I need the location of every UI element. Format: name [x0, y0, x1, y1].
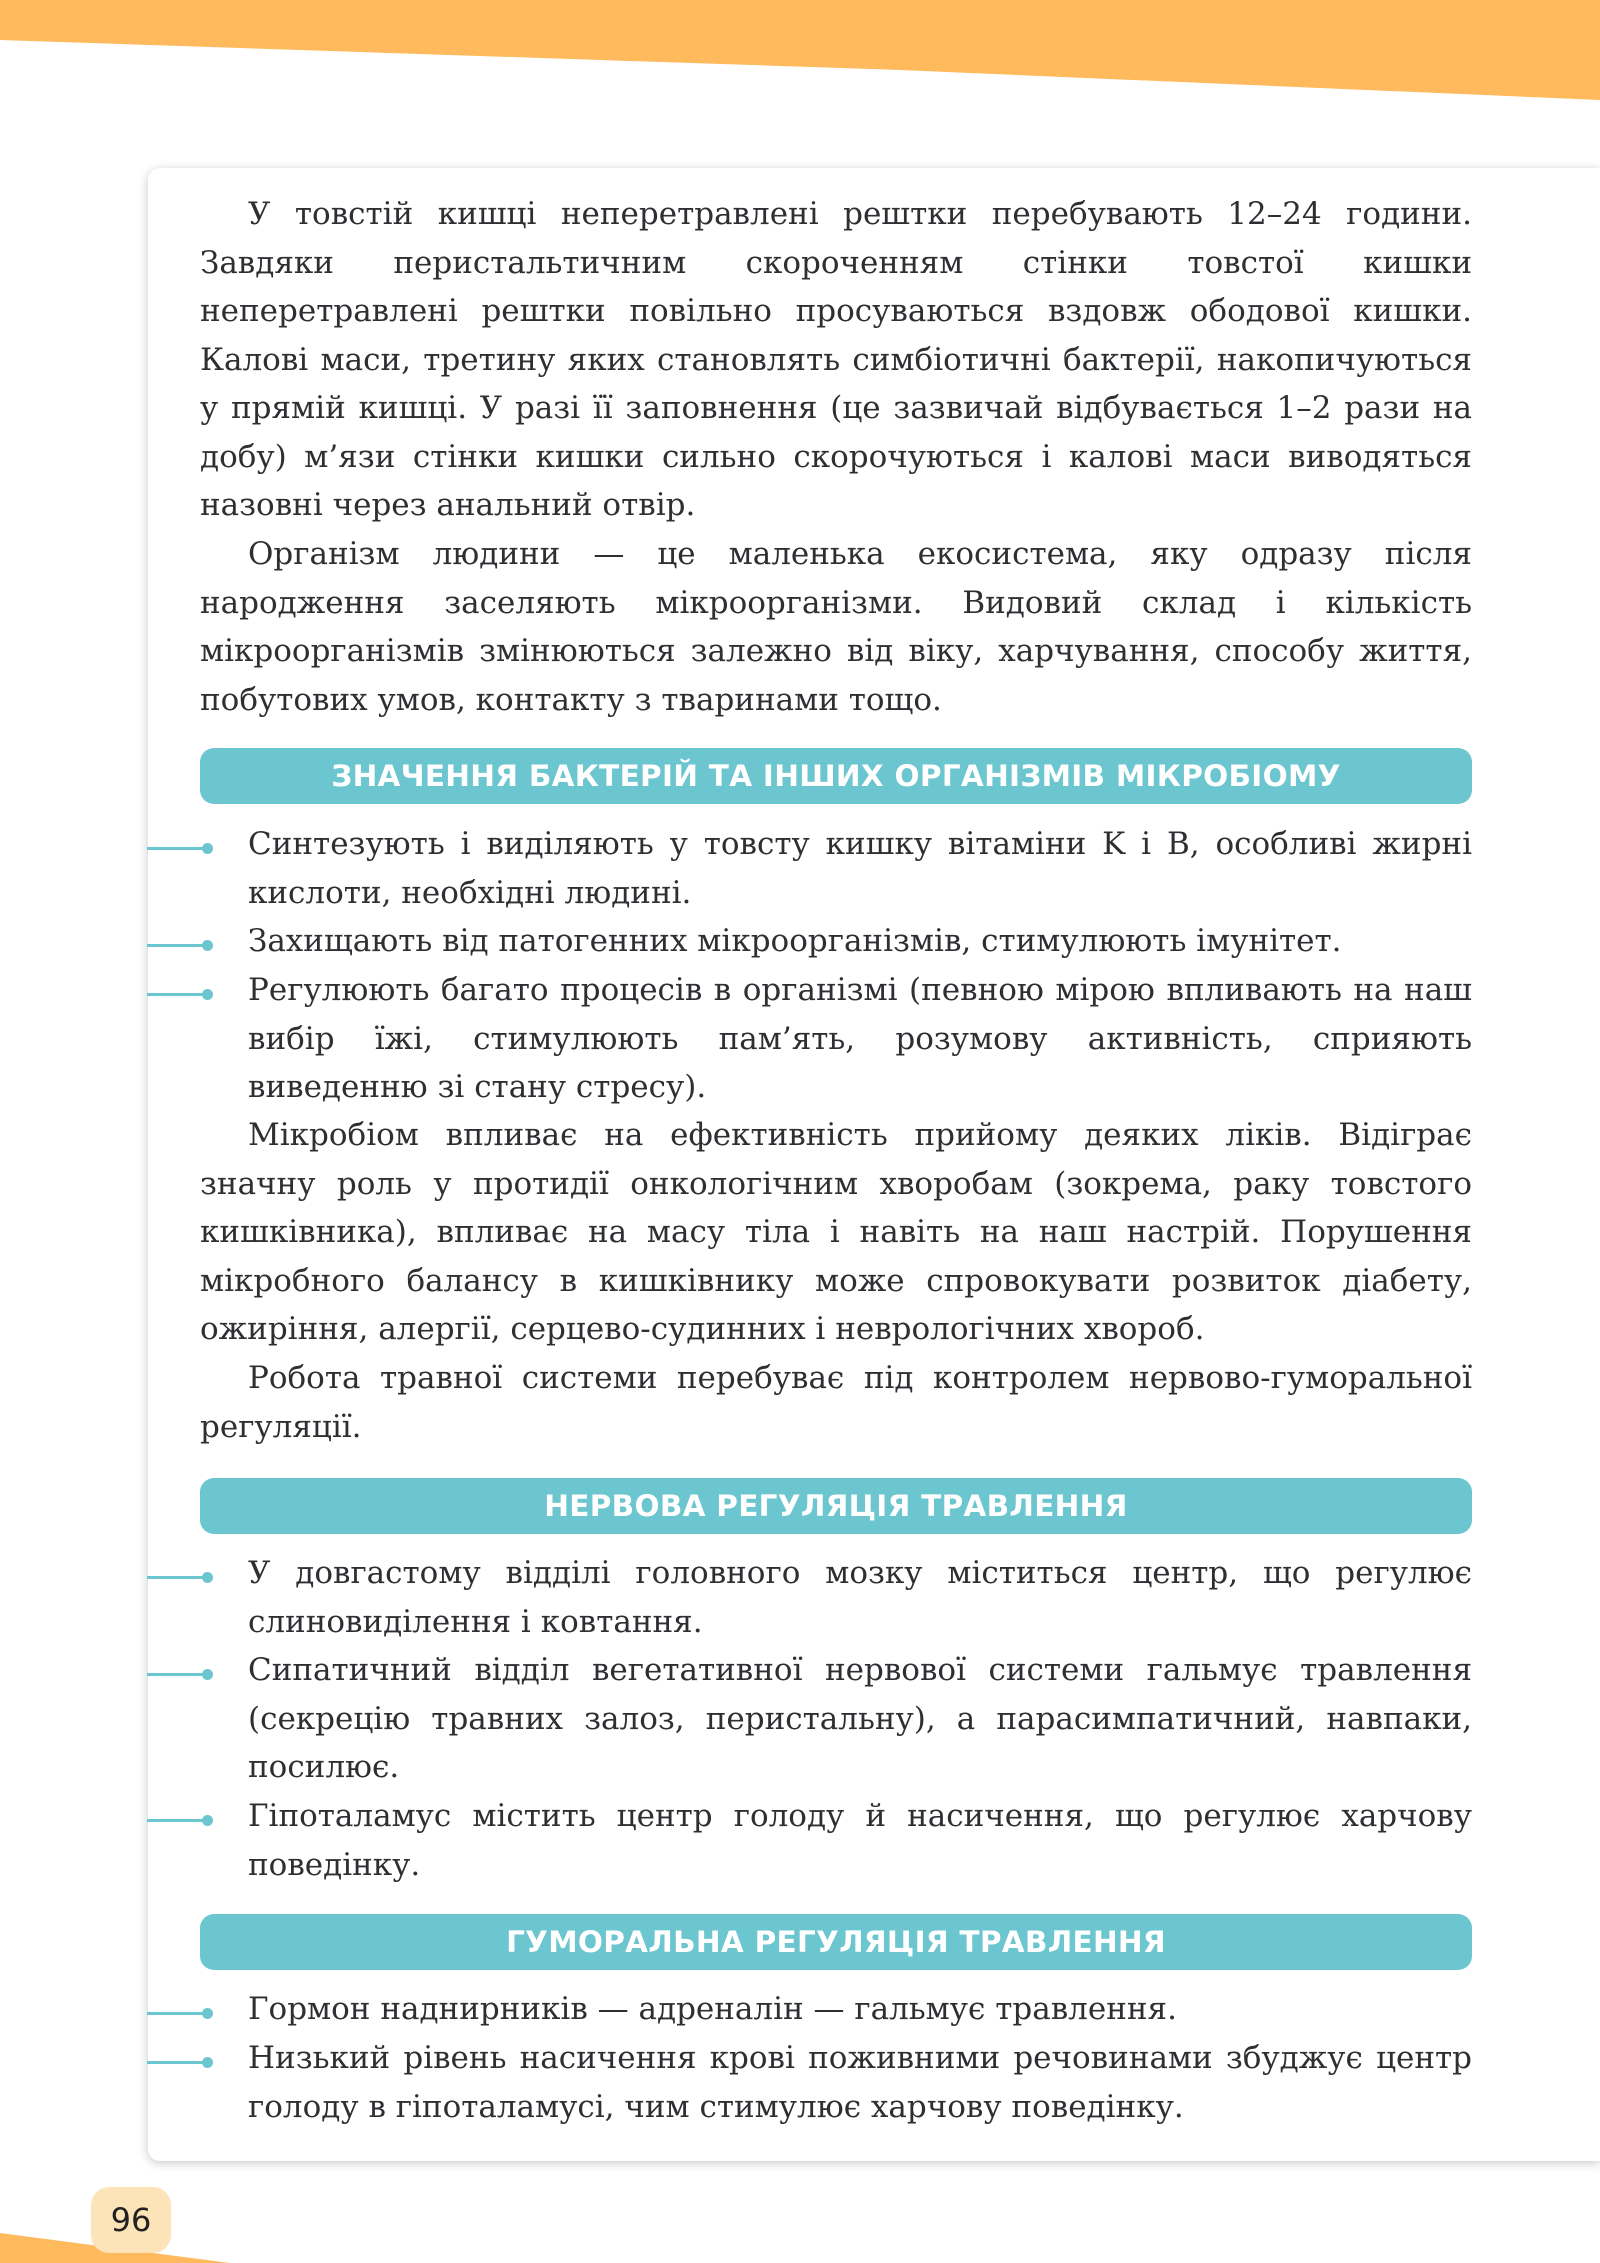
bullet-marker-icon: [147, 843, 217, 855]
bullet-marker-icon: [147, 989, 217, 1001]
list-item: [200, 1985, 1472, 2034]
section-header-humoral-regulation: [200, 1914, 1472, 1970]
top-decorative-stripe: [0, 0, 1600, 110]
list-item: [200, 2034, 1472, 2131]
list-item: [200, 966, 1472, 1112]
page-number: 96: [91, 2187, 171, 2253]
bullet-marker-icon: [147, 1572, 217, 1584]
bullet-marker-icon: [147, 1815, 217, 1827]
list-item-text: Гіпоталамус містить центр голоду й насичення, що регулює харчову поведінку.: [248, 1798, 1472, 1883]
paragraph-microbiome-ecosystem: Організм людини — це маленька екосистема, яку одразу після народження заселяють мікроорганізми. Видовий склад і кількість мікроорганізмів змінюються залежно від віку, харчування, способу життя, побутових умов, контакту з тваринами тощо.: [200, 536, 1472, 718]
list-item: [200, 820, 1472, 917]
list-item-text: Низький рівень насичення крові поживними речовинами збуджує центр голоду в гіпоталамусі, чим стимулює харчову поведінку.: [248, 2040, 1472, 2125]
list-item-text: Гормон наднирників — адреналін — гальмує травлення.: [248, 1991, 1177, 2027]
list-item: [200, 1792, 1472, 1889]
list-item-text: Захищають від патогенних мікроорганізмів, стимулюють імунітет.: [248, 923, 1342, 959]
section-header-nervous-regulation: [200, 1478, 1472, 1534]
list-item: [200, 1549, 1472, 1646]
paragraph-colon-digestion: У товстій кишці неперетравлені рештки перебувають 12–24 години. Завдяки перистальтичним скороченням стінки товстої кишки неперетравлені рештки повільно просуваються вздовж ободової кишки. Калові маси, третину яких становлять симбіотичні бактерії, накопичуються у прямій кишці. У разі її заповнення (це зазвичай відбувається 1–2 рази на добу) м’язи стінки кишки сильно скорочуються і калові маси виводяться назовні через анальний отвір.: [200, 196, 1472, 523]
section-title-microbiome: ЗНАЧЕННЯ БАКТЕРІЙ ТА ІНШИХ ОРГАНІЗМІВ МІКРОБІОМУ: [331, 759, 1341, 793]
paragraph-neurohumoral-control: Робота травної системи перебуває під контролем нервово-гуморальної регуляції.: [200, 1360, 1472, 1445]
bottom-decorative-stripe: [0, 2203, 1600, 2263]
list-item-text: У довгастому відділі головного мозку міститься центр, що регулює слиновиділення і ковтання.: [248, 1555, 1472, 1640]
list-item-text: Синтезують і виділяють у товсту кишку вітаміни K і B, особливі жирні кислоти, необхідні людині.: [248, 826, 1472, 911]
list-item: [200, 917, 1472, 966]
section-header-microbiome: [200, 748, 1472, 804]
list-item-text: Регулюють багато процесів в організмі (певною мірою впливають на наш вибір їжі, стимулюють пам’ять, розумову активність, сприяють виведенню зі стану стресу).: [248, 972, 1472, 1105]
bullet-marker-icon: [147, 2057, 217, 2069]
section-title-nervous-regulation: НЕРВОВА РЕГУЛЯЦІЯ ТРАВЛЕННЯ: [544, 1489, 1128, 1523]
paragraph-microbiome-effects: Мікробіом впливає на ефективність прийому деяких ліків. Відіграє значну роль у протидії онкологічним хворобам (зокрема, раку товстого кишківника), впливає на масу тіла і навіть на наш настрій. Порушення мікробного балансу в кишківнику може спровокувати розвиток діабету, ожиріння, алергії, серцево-судинних і неврологічних хвороб.: [200, 1117, 1472, 1347]
section-title-humoral-regulation: ГУМОРАЛЬНА РЕГУЛЯЦІЯ ТРАВЛЕННЯ: [506, 1925, 1166, 1959]
bullet-marker-icon: [147, 1669, 217, 1681]
list-item-text: Сипатичний відділ вегетативної нервової системи гальмує травлення (секрецію травних залоз, перистальну), а парасимпатичний, навпаки, посилює.: [248, 1652, 1472, 1785]
list-item: [200, 1646, 1472, 1792]
bullet-marker-icon: [147, 2008, 217, 2020]
bullet-marker-icon: [147, 940, 217, 952]
